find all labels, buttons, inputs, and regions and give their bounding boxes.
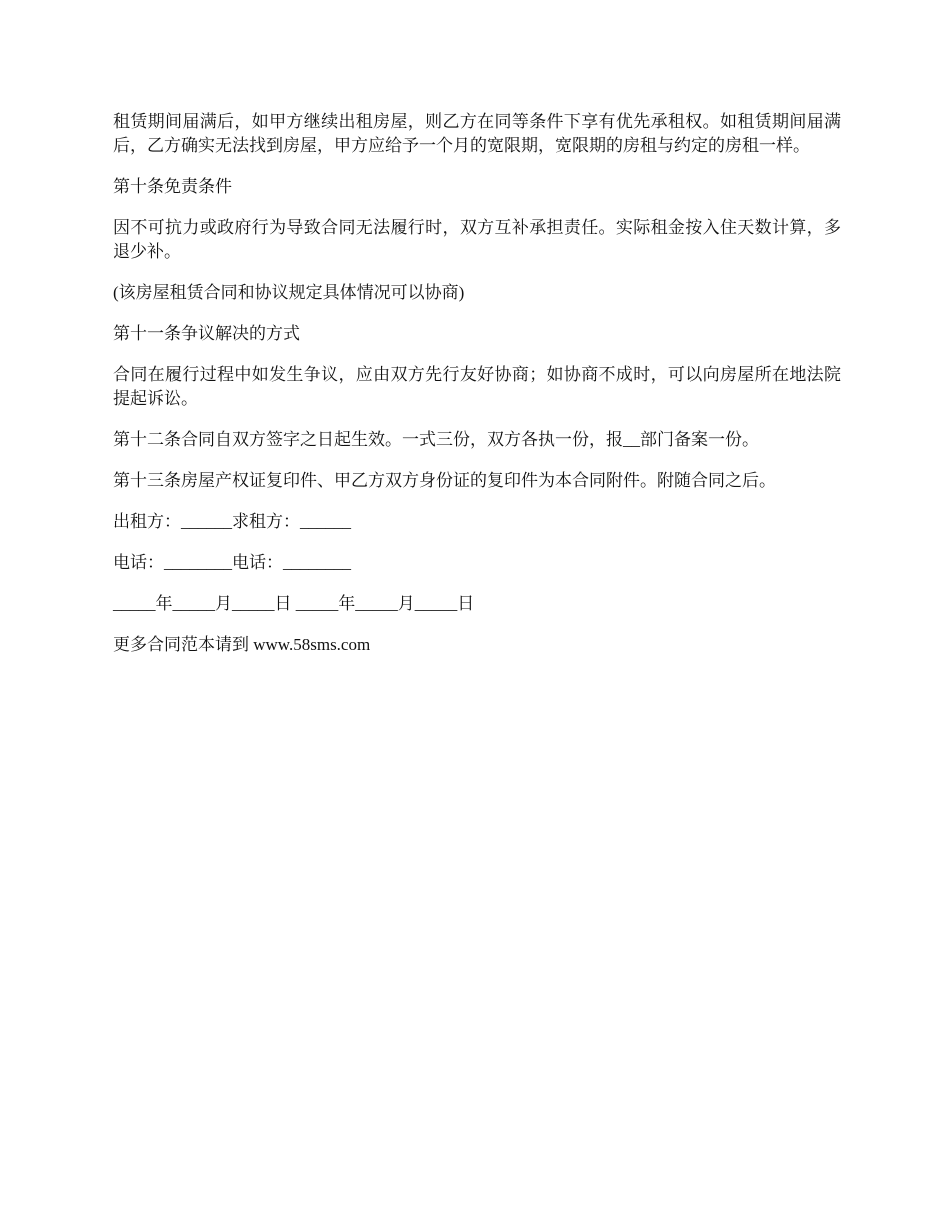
paragraph-dispute-resolution: 合同在履行过程中如发生争议，应由双方先行友好协商；如协商不成时，可以向房屋所在地法院提起诉讼。	[113, 365, 841, 408]
paragraph-article-13: 第十三条房屋产权证复印件、甲乙方双方身份证的复印件为本合同附件。附随合同之后。	[113, 471, 776, 490]
paragraph-negotiation-note: (该房屋租赁合同和协议规定具体情况可以协商)	[113, 283, 465, 302]
document-body	[113, 110, 841, 674]
phone-line: 电话：________电话：________	[113, 553, 351, 572]
signature-parties-line: 出租方：______求租方：______	[113, 512, 351, 531]
paragraph-article-12: 第十二条合同自双方签字之日起生效。一式三份，双方各执一份，报__部门备案一份。	[113, 430, 759, 449]
heading-article-11: 第十一条争议解决的方式	[113, 324, 300, 343]
paragraph-lease-renewal: 租赁期间届满后，如甲方继续出租房屋，则乙方在同等条件下享有优先承租权。如租赁期间届满后，乙方确实无法找到房屋，甲方应给予一个月的宽限期，宽限期的房租与约定的房租一样。	[113, 112, 841, 155]
footer-more-templates: 更多合同范本请到 www.58sms.com	[113, 635, 371, 654]
paragraph-force-majeure: 因不可抗力或政府行为导致合同无法履行时，双方互补承担责任。实际租金按入住天数计算，多退少补。	[113, 218, 841, 261]
heading-article-10: 第十条免责条件	[113, 177, 232, 196]
date-line: _____年_____月_____日 _____年_____月_____日	[113, 594, 475, 613]
